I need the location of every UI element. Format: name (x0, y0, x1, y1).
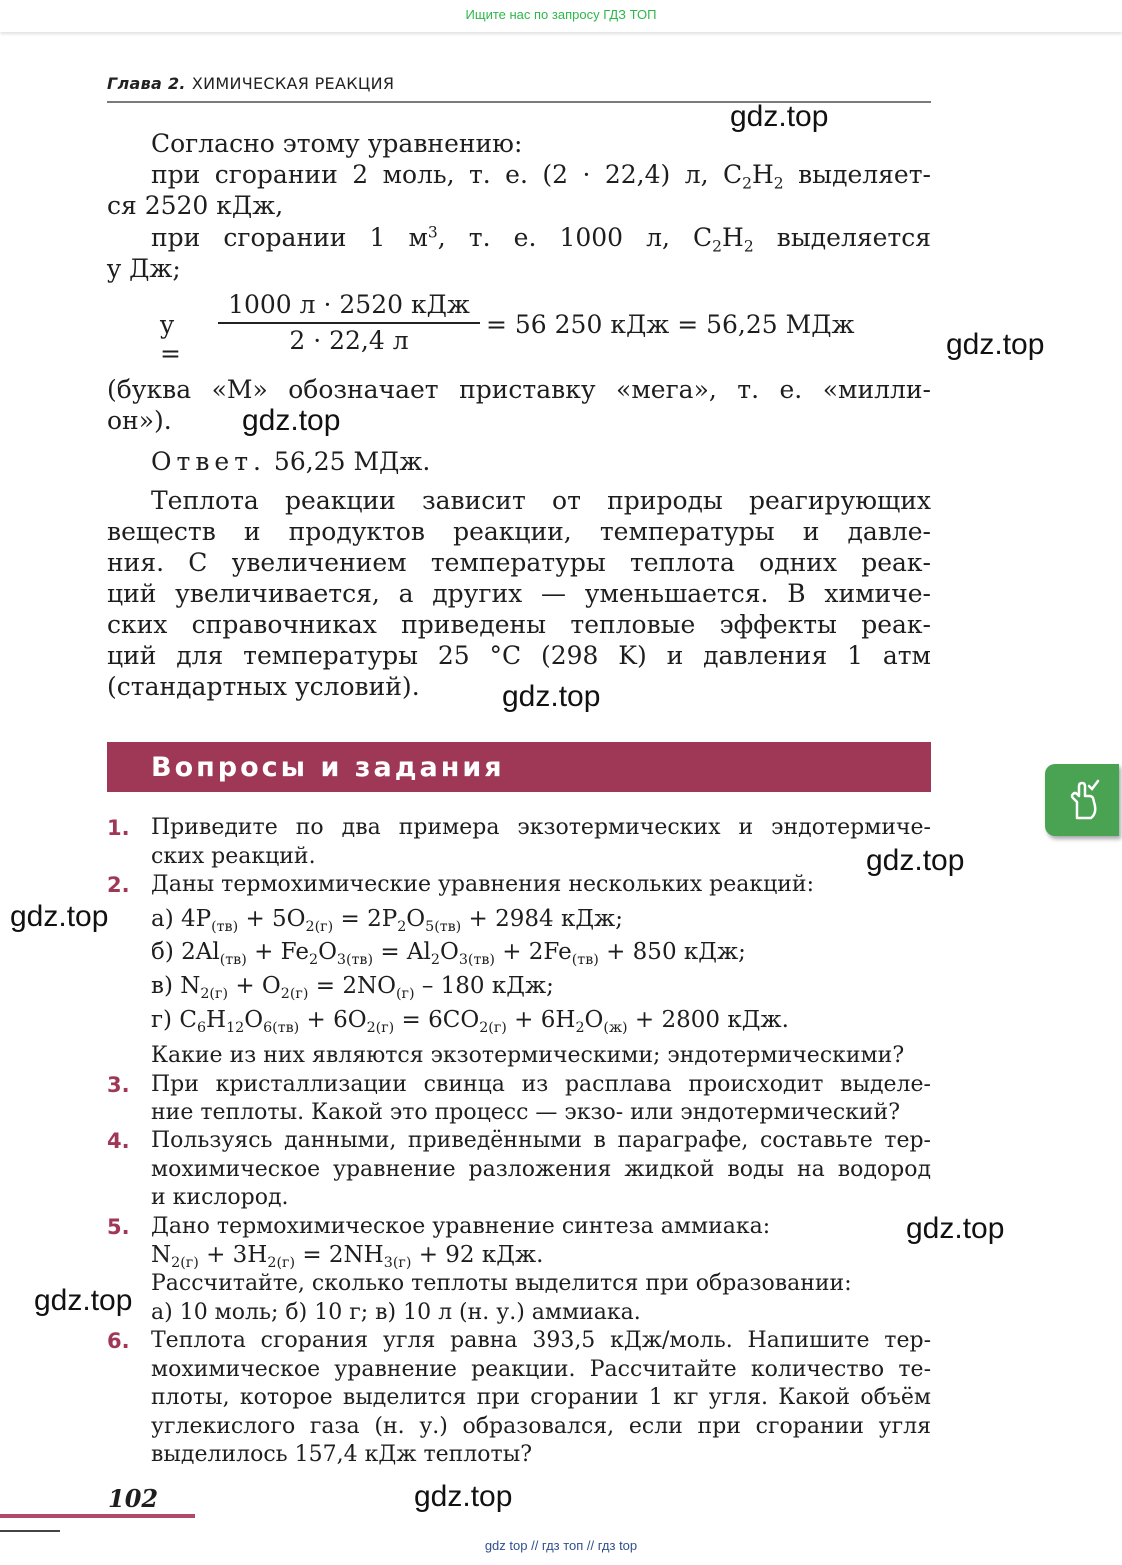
eq-part: = 2NO (308, 973, 396, 999)
eq-part: – 180 кДж; (414, 973, 554, 999)
equation-g (151, 1005, 789, 1035)
question-number: 4. (107, 1129, 130, 1153)
formula-rhs: = 56 250 кДж = 56,25 МДж (486, 310, 855, 339)
watermark: gdz.top (866, 844, 965, 877)
question-line: Рассчитайте, сколько теплоты выделится при образовании: (151, 1271, 852, 1296)
text-run: при сгорании 2 моль, т. е. (2 · 22,4) л, C (151, 160, 743, 189)
paragraph-line: ских справочниках приведены тепловые эффекты реак- (107, 610, 931, 639)
eq-part: г) C (151, 1007, 197, 1033)
watermark: gdz.top (242, 404, 341, 437)
eq-part: H (206, 1007, 227, 1033)
equation-a (151, 904, 623, 934)
fraction-denominator: 2 · 22,4 л (289, 326, 409, 355)
page-accent-rule (0, 1514, 195, 1518)
eq-part: O (244, 1007, 264, 1033)
subscript: 2 (742, 174, 752, 193)
eq-part: = 2NH (295, 1242, 384, 1268)
watermark: gdz.top (906, 1212, 1005, 1245)
eq-part: + 2984 кДж; (461, 906, 623, 932)
question-line: Теплота сгорания угля равна 393,5 кДж/моль. Напишите тер- (151, 1328, 931, 1353)
subscript: 2 (773, 174, 784, 193)
subscript: 2 (743, 237, 754, 256)
eq-sub: 2 (430, 951, 440, 968)
question-line: При кристаллизации свинца из расплава происходит выделе- (151, 1072, 931, 1097)
equation-v (151, 971, 554, 1001)
watermark: gdz.top (502, 680, 601, 713)
chapter-prefix: Глава 2. (107, 74, 186, 93)
section-title: Вопросы и задания (151, 752, 505, 783)
eq-sub: (ж) (603, 1019, 628, 1036)
question-line: и кислород. (151, 1185, 289, 1210)
eq-part: O (584, 1007, 604, 1033)
text-run: H (751, 160, 774, 189)
page-rule (0, 1530, 60, 1532)
formula-lhs: y = (160, 310, 181, 368)
question-line: Даны термохимические уравнения нескольких реакций: (151, 872, 814, 897)
subscript: 2 (712, 237, 723, 256)
eq-sub: 6 (196, 1019, 207, 1036)
eq-part: = 2P (333, 906, 398, 932)
text-run: выделяет- (783, 160, 931, 189)
question-number: 2. (107, 873, 130, 897)
eq-part: N (151, 1242, 172, 1268)
question-number: 6. (107, 1329, 130, 1353)
eq-part: а) 4P (151, 906, 212, 932)
eq-sub: 2(г) (171, 1254, 199, 1271)
question-line: а) 10 моль; б) 10 г; в) 10 л (н. у.) аммиака. (151, 1300, 641, 1325)
body-line (107, 159, 931, 193)
watermark: gdz.top (946, 328, 1045, 361)
eq-part: + 2800 кДж. (627, 1007, 789, 1033)
answer-line (107, 446, 975, 477)
paragraph-line: ций увеличивается, а других — уменьшается. В химиче- (107, 579, 931, 608)
eq-part: + Fe (246, 939, 309, 965)
question-line: ние теплоты. Какой это процесс — экзо- или эндотермический? (151, 1100, 901, 1125)
touch-hand-icon (1063, 778, 1103, 822)
text-run: при сгорании 1 м (151, 223, 428, 252)
paragraph-line: ций для температуры 25 °C (298 K) и давления 1 атм (107, 641, 931, 670)
equation-ammonia (151, 1240, 543, 1270)
eq-part: = 6CO (394, 1007, 480, 1033)
eq-sub: 6(тв) (263, 1019, 300, 1036)
answer-value: 56,25 МДж. (265, 447, 431, 476)
watermark: gdz.top (10, 900, 109, 933)
question-number: 3. (107, 1073, 130, 1097)
question-line: Дано термохимическое уравнение синтеза аммиака: (151, 1214, 771, 1239)
eq-sub: 3(г) (383, 1254, 412, 1271)
watermark: gdz.top (34, 1284, 133, 1317)
question-line: ских реакций. (151, 844, 316, 869)
top-banner-text: Ищите нас по запросу ГДЗ ТОП (465, 7, 657, 22)
eq-sub: 2 (575, 1019, 585, 1036)
eq-part: + 850 кДж; (598, 939, 746, 965)
fraction-bar (218, 322, 480, 324)
paragraph-line: (стандартных условий). (107, 672, 420, 701)
question-line: Пользуясь данными, приведёнными в параграфе, составьте тер- (151, 1128, 931, 1153)
question-line: Приведите по два примера экзотермических и эндотермиче- (151, 815, 931, 840)
eq-sub: (г) (395, 985, 415, 1002)
eq-sub: 2(г) (200, 985, 229, 1002)
superscript: 3 (427, 223, 438, 242)
answer-label: Ответ. (151, 447, 266, 476)
eq-part: б) 2Al (151, 939, 220, 965)
eq-part: O (406, 906, 426, 932)
question-line: плоты, которое выделится при сгорании 1 кг угля. Какой объём (151, 1385, 931, 1410)
eq-part: + 92 кДж. (411, 1242, 544, 1268)
eq-sub: 12 (226, 1019, 245, 1036)
eq-sub: 2 (308, 951, 319, 968)
body-line: (буква «М» обозначает приставку «мега», т. е. «милли- (107, 375, 931, 404)
eq-part: O (318, 939, 337, 965)
eq-sub: (тв) (219, 951, 247, 968)
body-line (107, 222, 931, 256)
eq-part: O (439, 939, 459, 965)
body-line: y Дж; (107, 254, 181, 283)
question-number: 1. (107, 816, 130, 840)
eq-sub: 2(г) (280, 985, 309, 1002)
section-banner (107, 742, 931, 792)
question-number: 5. (107, 1215, 130, 1239)
eq-part: = Al (373, 939, 431, 965)
eq-sub: 2(г) (267, 1254, 296, 1271)
eq-part: + 5O (238, 906, 306, 932)
fraction-numerator: 1000 л · 2520 кДж (228, 290, 470, 319)
chapter-title: ХИМИЧЕСКАЯ РЕАКЦИЯ (191, 74, 395, 93)
eq-sub: (тв) (571, 951, 599, 968)
paragraph-line: Теплота реакции зависит от природы реагирующих (151, 486, 931, 515)
watermark: gdz.top (730, 100, 829, 133)
question-line: выделилось 157,4 кДж теплоты? (151, 1442, 533, 1467)
question-line: Какие из них являются экзотермическими; эндотермическими? (151, 1043, 905, 1068)
body-line: он»). (107, 406, 172, 435)
eq-sub: 2(г) (366, 1019, 395, 1036)
eq-sub: 5(тв) (425, 918, 462, 935)
eq-sub: 3(тв) (336, 951, 374, 968)
eq-sub: 2(г) (479, 1019, 507, 1036)
eq-part: + 3H (198, 1242, 268, 1268)
question-line: углекислого газа (н. у.) образовался, если при сгорании угля (151, 1414, 931, 1439)
paragraph-line: веществ и продуктов реакции, температуры и давле- (107, 517, 931, 546)
question-line: мохимическое уравнение разложения жидкой воды на водород (151, 1157, 931, 1182)
body-line: Согласно этому уравнению: (151, 129, 523, 158)
text-run: , т. е. 1000 л, C (437, 223, 713, 252)
equation-b (151, 937, 746, 967)
chapter-header (107, 74, 931, 93)
eq-sub: 2 (397, 918, 407, 935)
body-line: ся 2520 кДж, (107, 191, 284, 220)
eq-part: + 6O (299, 1007, 367, 1033)
question-line: мохимическое уравнение реакции. Рассчитайте количество те- (151, 1357, 931, 1382)
eq-sub: 2(г) (305, 918, 334, 935)
eq-part: + 2Fe (494, 939, 572, 965)
eq-sub: (тв) (211, 918, 239, 935)
watermark: gdz.top (414, 1480, 513, 1513)
eq-part: + 6H (506, 1007, 576, 1033)
side-action-button[interactable] (1045, 764, 1119, 836)
eq-part: в) N (151, 973, 201, 999)
paragraph-line: ния. С увеличением температуры теплота одних реак- (107, 548, 931, 577)
footer-links: gdz top // гдз топ // гдз top (484, 1538, 638, 1553)
eq-sub: 3(тв) (458, 951, 495, 968)
text-run: H (722, 223, 744, 252)
top-banner (0, 0, 1122, 32)
page-number: 102 (108, 1484, 159, 1513)
eq-part: + O (228, 973, 281, 999)
fraction (218, 290, 480, 356)
text-run: выделяется (753, 223, 931, 252)
